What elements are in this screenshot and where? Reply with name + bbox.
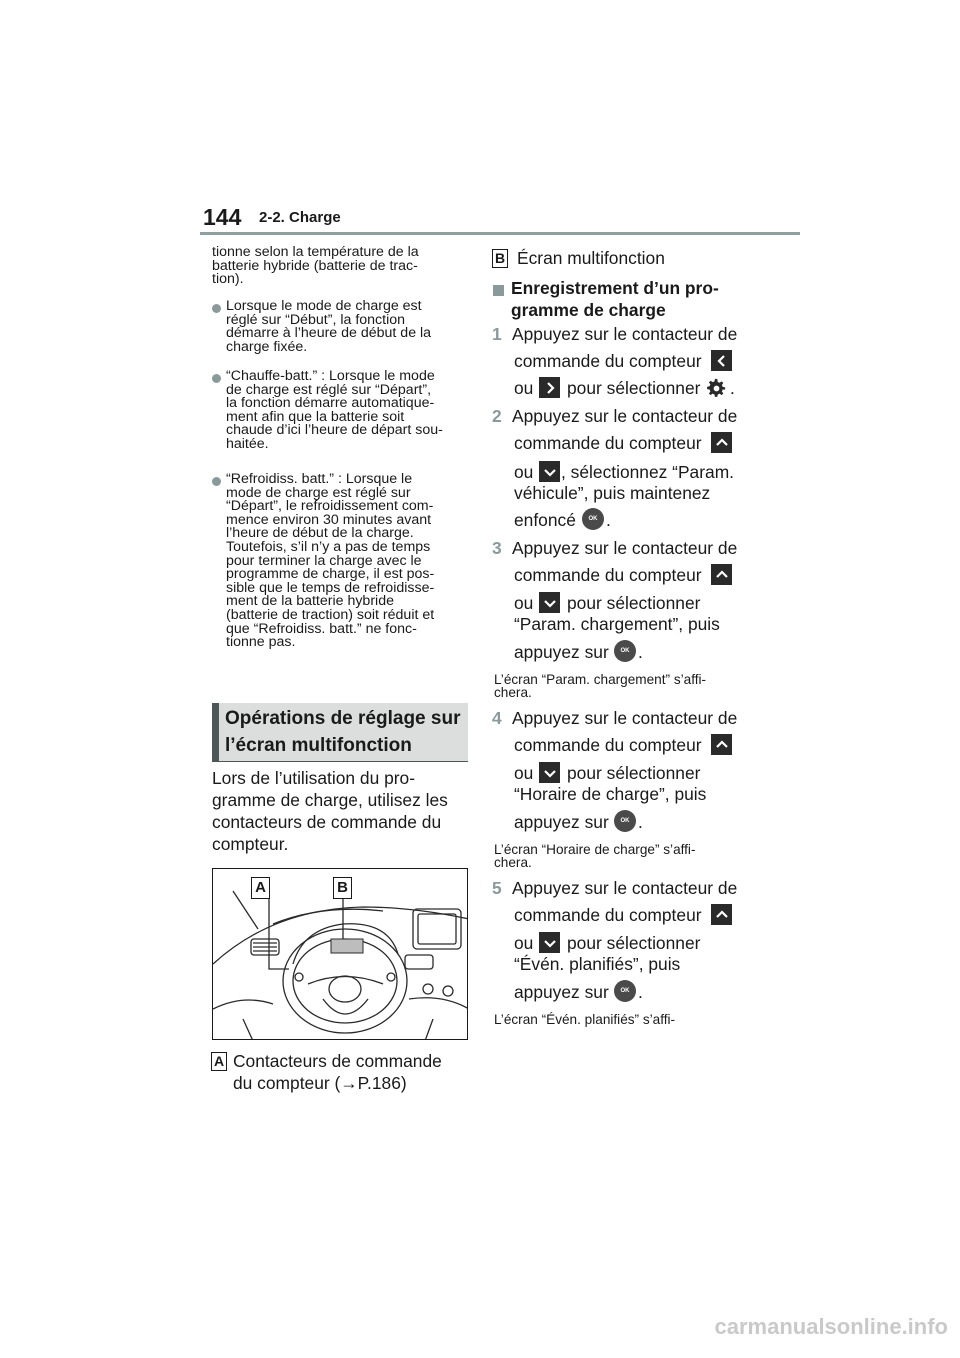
subheading-square: [493, 285, 504, 296]
step-line: commande du compteur: [514, 735, 702, 755]
step-number: 5: [492, 878, 502, 898]
text-line: Toutefois, s’il n’y a pas de temps: [226, 538, 431, 555]
text-line: contacteurs de commande du: [212, 812, 442, 832]
step-line: Appuyez sur le contacteur de: [512, 878, 738, 898]
step-line: pour sélectionner: [567, 378, 701, 398]
text-line: chera.: [494, 855, 532, 870]
step-line: Appuyez sur le contacteur de: [512, 324, 738, 344]
step-note: [494, 673, 754, 699]
step-line: véhicule”, puis maintenez: [514, 483, 711, 503]
chevron-down-icon: [539, 762, 560, 783]
text-line: batterie hybride (batterie de trac-: [212, 257, 418, 274]
text-line: chaude d’ici l’heure de départ sou-: [226, 422, 443, 439]
chevron-down-icon: [539, 932, 560, 953]
legend-a-text: [233, 1050, 473, 1094]
heading-accent-bar: [212, 703, 219, 761]
section-title: 2-2. Charge: [259, 209, 341, 226]
text-line: “Refroidiss. batt.” : Lorsque le: [226, 471, 413, 487]
continued-text: [212, 246, 474, 287]
bullet-item: [226, 300, 472, 354]
step-number: 3: [492, 538, 502, 558]
step-number: 2: [492, 406, 502, 426]
step-line: commande du compteur: [514, 905, 702, 925]
bullet-dot: [212, 477, 221, 486]
text-line: tion).: [212, 271, 244, 288]
chevron-up-icon: [711, 904, 732, 925]
bullet-item: [226, 370, 472, 452]
text-line: gramme de charge, utilisez les: [212, 790, 448, 810]
step-line: “Param. chargement”, puis: [514, 614, 720, 634]
chevron-up-icon: [711, 734, 732, 755]
step-line: “Horaire de charge”, puis: [514, 784, 707, 804]
section-heading: [225, 705, 460, 759]
legend-b-text: Écran multifonction: [517, 248, 665, 268]
intro-paragraph: [212, 767, 472, 855]
text-line: l’heure de début de la charge.: [226, 525, 414, 542]
text-line: haitée.: [226, 435, 269, 452]
bullet-dot: [212, 374, 221, 383]
step-line: Appuyez sur le contacteur de: [512, 708, 738, 728]
step-line: Appuyez sur le contacteur de: [512, 538, 738, 558]
ok-button-icon: OK: [614, 980, 636, 1002]
text-line: gramme de charge: [511, 300, 666, 320]
step-number: 1: [492, 324, 502, 344]
text-line: Contacteurs de commande: [233, 1051, 442, 1071]
watermark: carmanualsonline.info: [714, 1314, 948, 1339]
text-line: mence environ 30 minutes avant: [226, 511, 432, 528]
subheading: [511, 277, 719, 321]
text-line: programme de charge, il est pos-: [226, 566, 435, 583]
text-line: pour terminer la charge avec le: [226, 552, 422, 569]
bullet-item: [226, 473, 472, 650]
step-note: [494, 843, 754, 869]
text-line: mode de charge est réglé sur: [226, 484, 411, 501]
step-note: [494, 1013, 754, 1026]
text-line: compteur.: [212, 834, 289, 854]
step-line: ou: [514, 933, 534, 953]
step-line: appuyez sur: [514, 812, 609, 832]
text-line: L’écran “Évén. planifiés” s’affi-: [494, 1012, 676, 1027]
text-line: que “Refroidiss. batt.” ne fonc-: [226, 620, 417, 637]
text-line: Lors de l’utilisation du pro-: [212, 768, 415, 788]
text-line: sible que le temps de refroidisse-: [226, 579, 435, 596]
step-line: .: [638, 642, 643, 662]
figure-label-b: B: [333, 877, 352, 899]
step-line: commande du compteur: [514, 565, 702, 585]
text-line: “Départ”, le refroidissement com-: [226, 498, 434, 515]
step-line: .: [730, 378, 735, 398]
chevron-up-icon: [711, 564, 732, 585]
chevron-up-icon: [711, 432, 732, 453]
step-line: .: [606, 510, 611, 530]
ok-button-icon: OK: [582, 508, 604, 530]
text-line: ment de la batterie hybride: [226, 593, 394, 610]
step-line: appuyez sur: [514, 642, 609, 662]
step-line: Appuyez sur le contacteur de: [512, 406, 738, 426]
step-line: ou: [514, 593, 534, 613]
meter-screen: [331, 939, 363, 953]
chevron-down-icon: [539, 592, 560, 613]
ok-button-icon: OK: [614, 640, 636, 662]
step-line: pour sélectionner: [567, 593, 701, 613]
chevron-right-icon: [539, 377, 560, 398]
text-line: du compteur (→P.186): [233, 1073, 407, 1093]
step-line: pour sélectionner: [567, 933, 701, 953]
text-line: (batterie de traction) soit réduit et: [226, 606, 435, 623]
step-line: appuyez sur: [514, 982, 609, 1002]
dashboard-illustration: [212, 868, 468, 1040]
text-line: démarre à l’heure de début de la: [226, 325, 432, 342]
legend-letter-b: B: [492, 249, 508, 268]
page-number: 144: [203, 204, 242, 230]
heading-line: Opérations de réglage sur: [225, 708, 461, 729]
step-line: .: [638, 982, 643, 1002]
text-line: la fonction démarre automatique-: [226, 395, 435, 412]
bullet-dot: [212, 304, 221, 313]
text-line: ment afin que la batterie soit: [226, 408, 405, 425]
text-line: tionne pas.: [226, 634, 296, 651]
figure-label-a: A: [251, 877, 270, 899]
step-line: commande du compteur: [514, 351, 702, 371]
text-line: réglé sur “Début”, la fonction: [226, 311, 406, 328]
step-line: ou: [514, 462, 534, 482]
text-line: tionne selon la température de la: [212, 244, 419, 260]
step-line: ou: [514, 763, 534, 783]
legend-letter-a: A: [211, 1052, 227, 1071]
chevron-left-icon: [711, 350, 732, 371]
ok-button-icon: OK: [614, 810, 636, 832]
step-line: “Évén. planifiés”, puis: [514, 954, 681, 974]
chevron-down-icon: [539, 461, 560, 482]
text-line: chera.: [494, 685, 532, 700]
step-line: ou: [514, 378, 534, 398]
text-line: de charge est réglé sur “Départ”,: [226, 381, 432, 398]
step-line: .: [638, 812, 643, 832]
step-line: commande du compteur: [514, 433, 702, 453]
step-line: enfoncé: [514, 510, 576, 530]
header-rule: [200, 232, 800, 235]
text-line: L’écran “Param. chargement” s’affi-: [494, 672, 707, 687]
gear-icon: [705, 377, 728, 400]
text-line: “Chauffe-batt.” : Lorsque le mode: [226, 368, 435, 384]
step-line: , sélectionnez “Param.: [561, 462, 735, 482]
text-line: charge fixée.: [226, 338, 308, 355]
text-line: Enregistrement d’un pro-: [511, 278, 719, 298]
step-line: pour sélectionner: [567, 763, 701, 783]
step-number: 4: [492, 708, 502, 728]
text-line: L’écran “Horaire de charge” s’affi-: [494, 842, 696, 857]
heading-rule: [212, 761, 468, 762]
text-line: Lorsque le mode de charge est: [226, 298, 422, 314]
heading-line: l’écran multifonction: [225, 735, 412, 756]
